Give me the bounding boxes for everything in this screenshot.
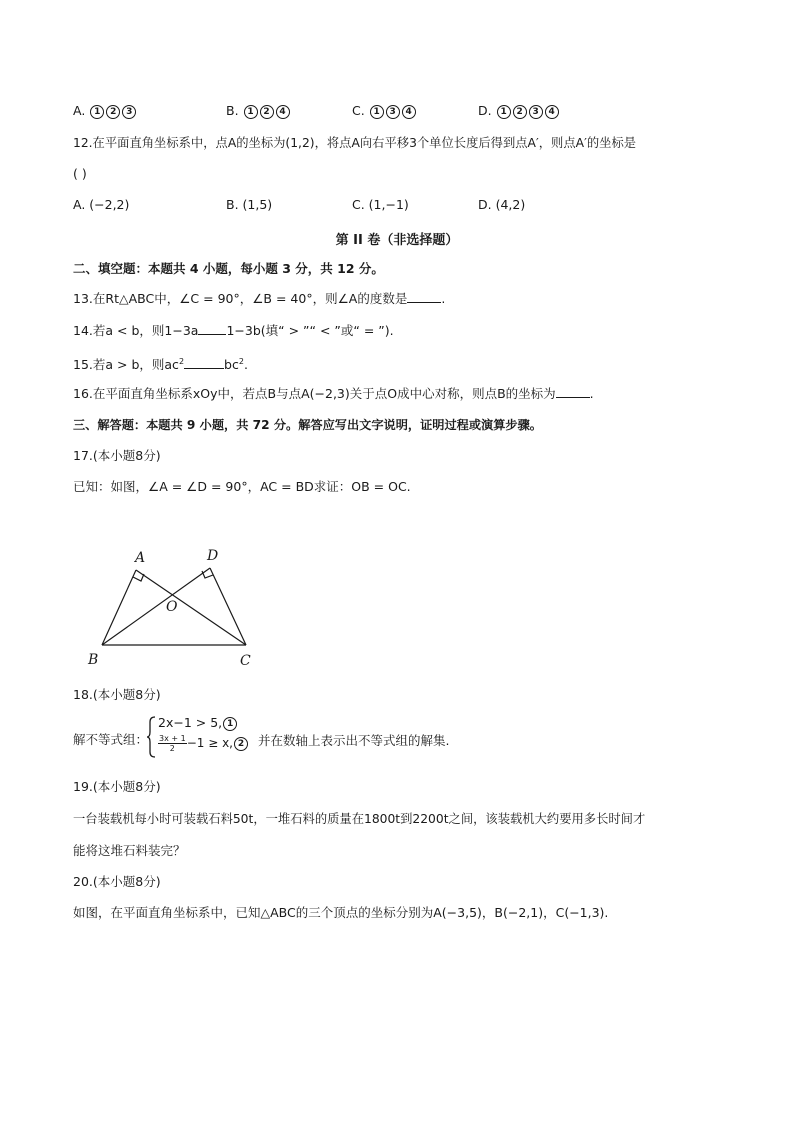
circled-number: 1 [244,105,258,119]
q19-title: 19.(本小题8分) [73,779,161,794]
q20-title: 20.(本小题8分) [73,874,161,889]
circled-number: 1 [90,105,104,119]
q12-answer-paren: ( ) [73,166,87,181]
q14 [73,322,394,340]
segment-db [102,568,210,645]
q11-option-b [226,103,291,119]
circled-number: 1 [370,105,384,119]
q16-text: 16.在平面直角坐标系xOy中，若点B与点A(−2,3)关于点O成中心对称，则点B的坐标为 [73,386,556,401]
q11-option-c [352,103,417,119]
circled-number: 3 [529,105,543,119]
option-label: C. [352,103,365,118]
inequality-2 [158,734,249,753]
label-d: D [207,548,219,564]
circled-number: 3 [386,105,400,119]
q12-option-b: B. (1,5) [226,197,273,212]
q15-exponent: 2 [238,357,244,366]
triangle-figure [86,540,266,670]
circled-number: 2 [513,105,527,119]
q18-title: 18.(本小题8分) [73,687,161,702]
label-o: O [166,599,178,615]
label-c: C [240,653,251,669]
q18-prefix: 解不等式组： [73,732,149,747]
q18-suffix: 并在数轴上表示出不等式组的解集. [258,733,450,748]
option-label: D. [478,103,492,118]
fraction [158,734,187,753]
fraction-numerator: 3x + 1 [159,734,186,743]
q14-mid: 1−3b(填“ > ”“ < ”或“ = ”). [226,323,394,338]
circled-number: 2 [260,105,274,119]
q17-text: 已知：如图，∠A = ∠D = 90°，AC = BD求证：OB = OC. [73,479,411,494]
q13-text: 13.在Rt△ABC中，∠C = 90°，∠B = 40°，则∠A的度数是 [73,291,408,306]
fill-in-header: 二、填空题：本题共 4 小题，每小题 3 分，共 12 分。 [73,261,384,276]
q15-mid: bc [224,357,239,373]
q12-option-c: C. (1,−1) [352,197,409,212]
inequality-2-text: −1 ≥ x, [186,736,233,750]
inequality-1 [158,715,238,731]
q15 [73,353,248,374]
brace-icon [147,716,157,758]
q12-stem: 12.在平面直角坐标系中，点A的坐标为(1,2)，将点A向右平移3个单位长度后得到点A′，则点A′的坐标是 [73,136,637,150]
circled-number: 1 [223,717,237,731]
fraction-denominator: 2 [169,744,175,753]
q12-option-d: D. (4,2) [478,197,526,212]
circled-number: 4 [402,105,416,119]
q11-option-a [73,103,137,119]
answer-blank [556,385,590,398]
q15-tail: . [243,357,248,373]
q15-pre: 15.若a > b，则ac [73,357,179,373]
q13 [73,290,445,308]
q19-line-1: 一台装载机每小时可装载石料50t，一堆石料的质量在1800t到2200t之间，该装载机大约要用多长时间才 [73,812,646,826]
inequality-1-text: 2x−1 > 5, [158,715,223,730]
circled-number: 1 [497,105,511,119]
circled-number: 2 [106,105,120,119]
q19-line-2: 能将这堆石料装完？ [73,843,186,858]
answer-blank [184,356,224,369]
circled-number: 3 [122,105,136,119]
q20-text: 如图，在平面直角坐标系中，已知△ABC的三个顶点的坐标分别为A(−3,5)，B(−2,1)，C(−1,3). [73,905,609,920]
q16-tail: . [589,386,594,401]
circled-number: 4 [276,105,290,119]
segment-ab [102,570,136,645]
option-label: A. [73,103,86,118]
answer-blank [198,322,226,335]
label-b: B [88,652,99,668]
q12-option-a: A. (−2,2) [73,197,130,212]
option-label: B. [226,103,239,118]
q17-title: 17.(本小题8分) [73,448,161,463]
q11-option-d [478,103,560,119]
solve-header: 三、解答题：本题共 9 小题，共 72 分。解答应写出文字说明，证明过程或演算步骤。 [73,418,542,432]
q15-exponent: 2 [178,357,185,366]
answer-blank [407,290,441,303]
circled-number: 2 [234,737,248,751]
q16 [73,385,594,403]
label-a: A [135,550,146,566]
q14-pre: 14.若a < b，则1−3a [73,323,199,338]
q13-tail: . [441,291,446,306]
section-title: 第 II 卷（非选择题） [335,233,459,248]
circled-number: 4 [545,105,559,119]
